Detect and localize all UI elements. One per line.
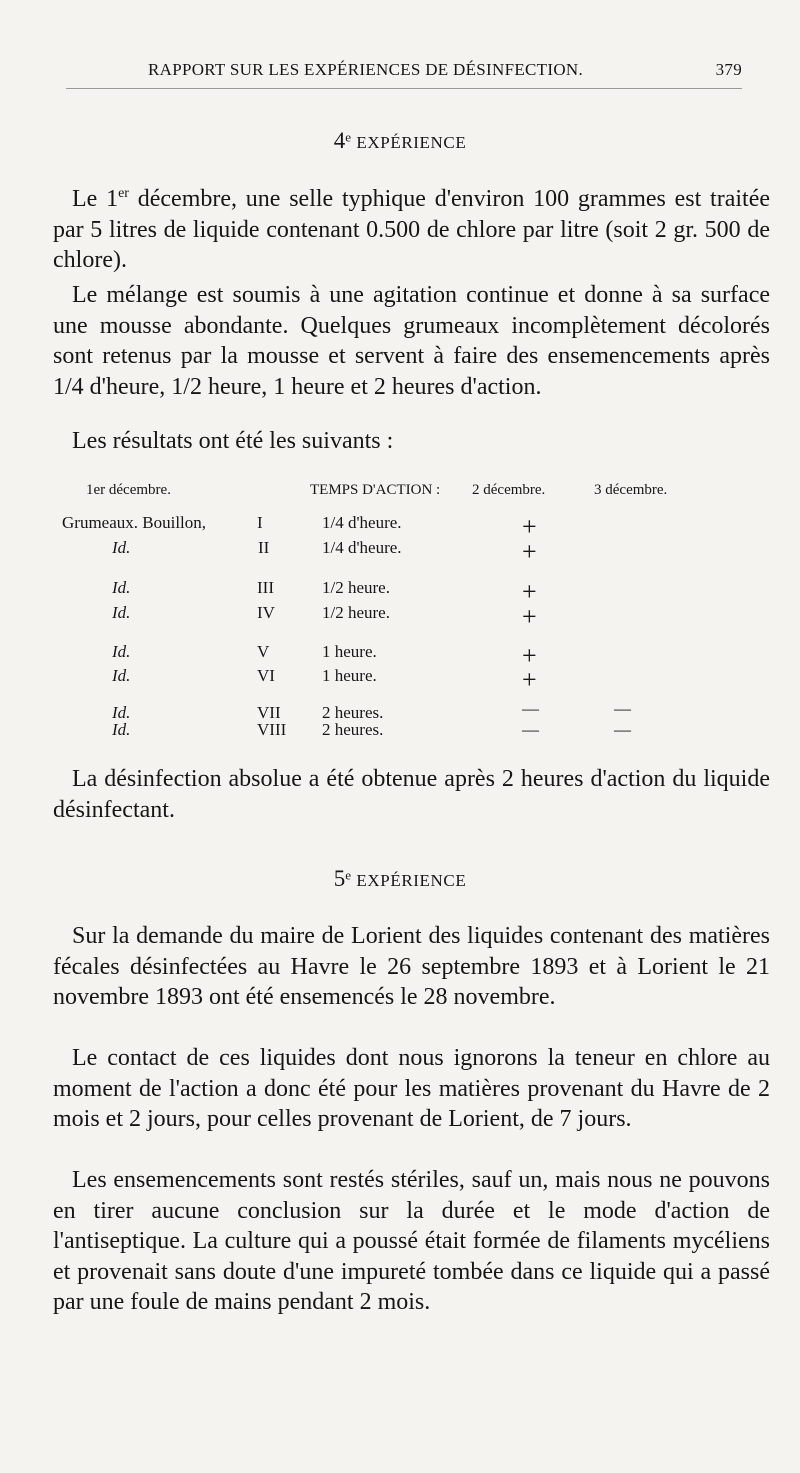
row-5-result-dec3: + (522, 641, 537, 670)
row-7-time: 2 heures. (322, 703, 384, 722)
running-title: RAPPORT SUR LES EXPÉRIENCES DE DÉSINFECTION. (148, 60, 584, 79)
row-1-result-dec3: + (522, 512, 537, 541)
page-number: 379 (715, 60, 742, 79)
table-header-col3: 2 décembre. (472, 482, 546, 498)
row-8-number: VIII (257, 720, 287, 739)
experiment-4-paragraph-1: Le 1er décembre, une selle typhique d'environ 100 grammes est traitée par 5 litres de liquide contenant 0.500 de chlore par litre (soit 2 gr. 500 de chlore). (53, 186, 771, 273)
row-7-result-dec3: — (614, 699, 631, 718)
row-2-number: II (258, 538, 270, 557)
row-4-material: Id. (112, 603, 131, 622)
header-rule (66, 88, 742, 89)
table-header-col2: TEMPS D'ACTION : (310, 482, 441, 498)
row-5-number: V (257, 642, 270, 661)
row-2-material: Id. (112, 538, 131, 557)
row-4-result-dec3: + (522, 602, 537, 631)
row-3-number: III (257, 578, 274, 597)
row-1-material: Grumeaux. Bouillon, (62, 513, 207, 532)
table-header-col1: 1er décembre. (86, 482, 171, 498)
experiment-4-conclusion: La désinfection absolue a été obtenue après 2 heures d'action du liquide désinfectant. (53, 766, 770, 823)
row-3-result-dec3: + (522, 577, 537, 606)
row-6-material: Id. (112, 666, 131, 685)
row-6-result-dec3: + (522, 665, 537, 694)
row-5-time: 1 heure. (322, 642, 377, 661)
experiment-5-heading: 5e EXPÉRIENCE (333, 866, 467, 891)
row-6-time: 1 heure. (322, 666, 377, 685)
table-header-col4: 3 décembre. (594, 482, 668, 498)
row-6-number: VI (257, 666, 275, 685)
row-8-material: Id. (112, 720, 131, 739)
experiment-5-paragraph-1: Sur la demande du maire de Lorient des liquides contenant des matières fécales désinfectées au Havre le 26 septembre 1893 et à Lorient le 21 novembre 1893 ont été ensemencés le 28 novembre. (53, 923, 770, 1010)
row-7-result-dec2: — (522, 699, 539, 718)
row-3-time: 1/2 heure. (322, 578, 390, 597)
row-4-number: IV (257, 603, 275, 622)
row-4-time: 1/2 heure. (322, 603, 390, 622)
row-7-material: Id. (112, 703, 131, 722)
row-3-material: Id. (112, 578, 131, 597)
experiment-5-paragraph-2: Le contact de ces liquides dont nous ignorons la teneur en chlore au moment de l'action a donc été pour les matières provenant du Havre de 2 mois et 2 jours, pour celles provenant de Lorient, de 7 jours. (53, 1045, 770, 1132)
row-8-result-dec3: — (614, 720, 631, 739)
row-2-result-dec3: + (522, 537, 537, 566)
experiment-5-paragraph-3: Les ensemencements sont restés stériles, sauf un, mais nous ne pouvons en tirer aucune conclusion sur la durée et le mode d'action de l'antiseptique. La culture qui a poussé était formée de filaments mycéliens et provenait sans doute d'une impureté tombée dans ce liquide qui a passé par une foule de mains pendant 2 mois. (53, 1167, 770, 1315)
results-table (0, 480, 800, 740)
row-8-result-dec2: — (522, 720, 539, 739)
experiment-4-heading: 4e EXPÉRIENCE (333, 128, 467, 153)
experiment-4-paragraph-3: Les résultats ont été les suivants : (72, 428, 394, 454)
row-1-time: 1/4 d'heure. (322, 513, 402, 532)
experiment-4-paragraph-2: Le mélange est soumis à une agitation continue et donne à sa surface une mousse abondante. Quelques grumeaux incomplètement décolorés sont retenus par la mousse et servent à faire des ensemencements après 1/4 d'heure, 1/2 heure, 1 heure et 2 heures d'action. (53, 282, 770, 400)
row-2-time: 1/4 d'heure. (322, 538, 402, 557)
row-8-time: 2 heures. (322, 720, 384, 739)
row-1-number: I (257, 513, 263, 532)
row-5-material: Id. (112, 642, 131, 661)
row-7-number: VII (257, 703, 281, 722)
